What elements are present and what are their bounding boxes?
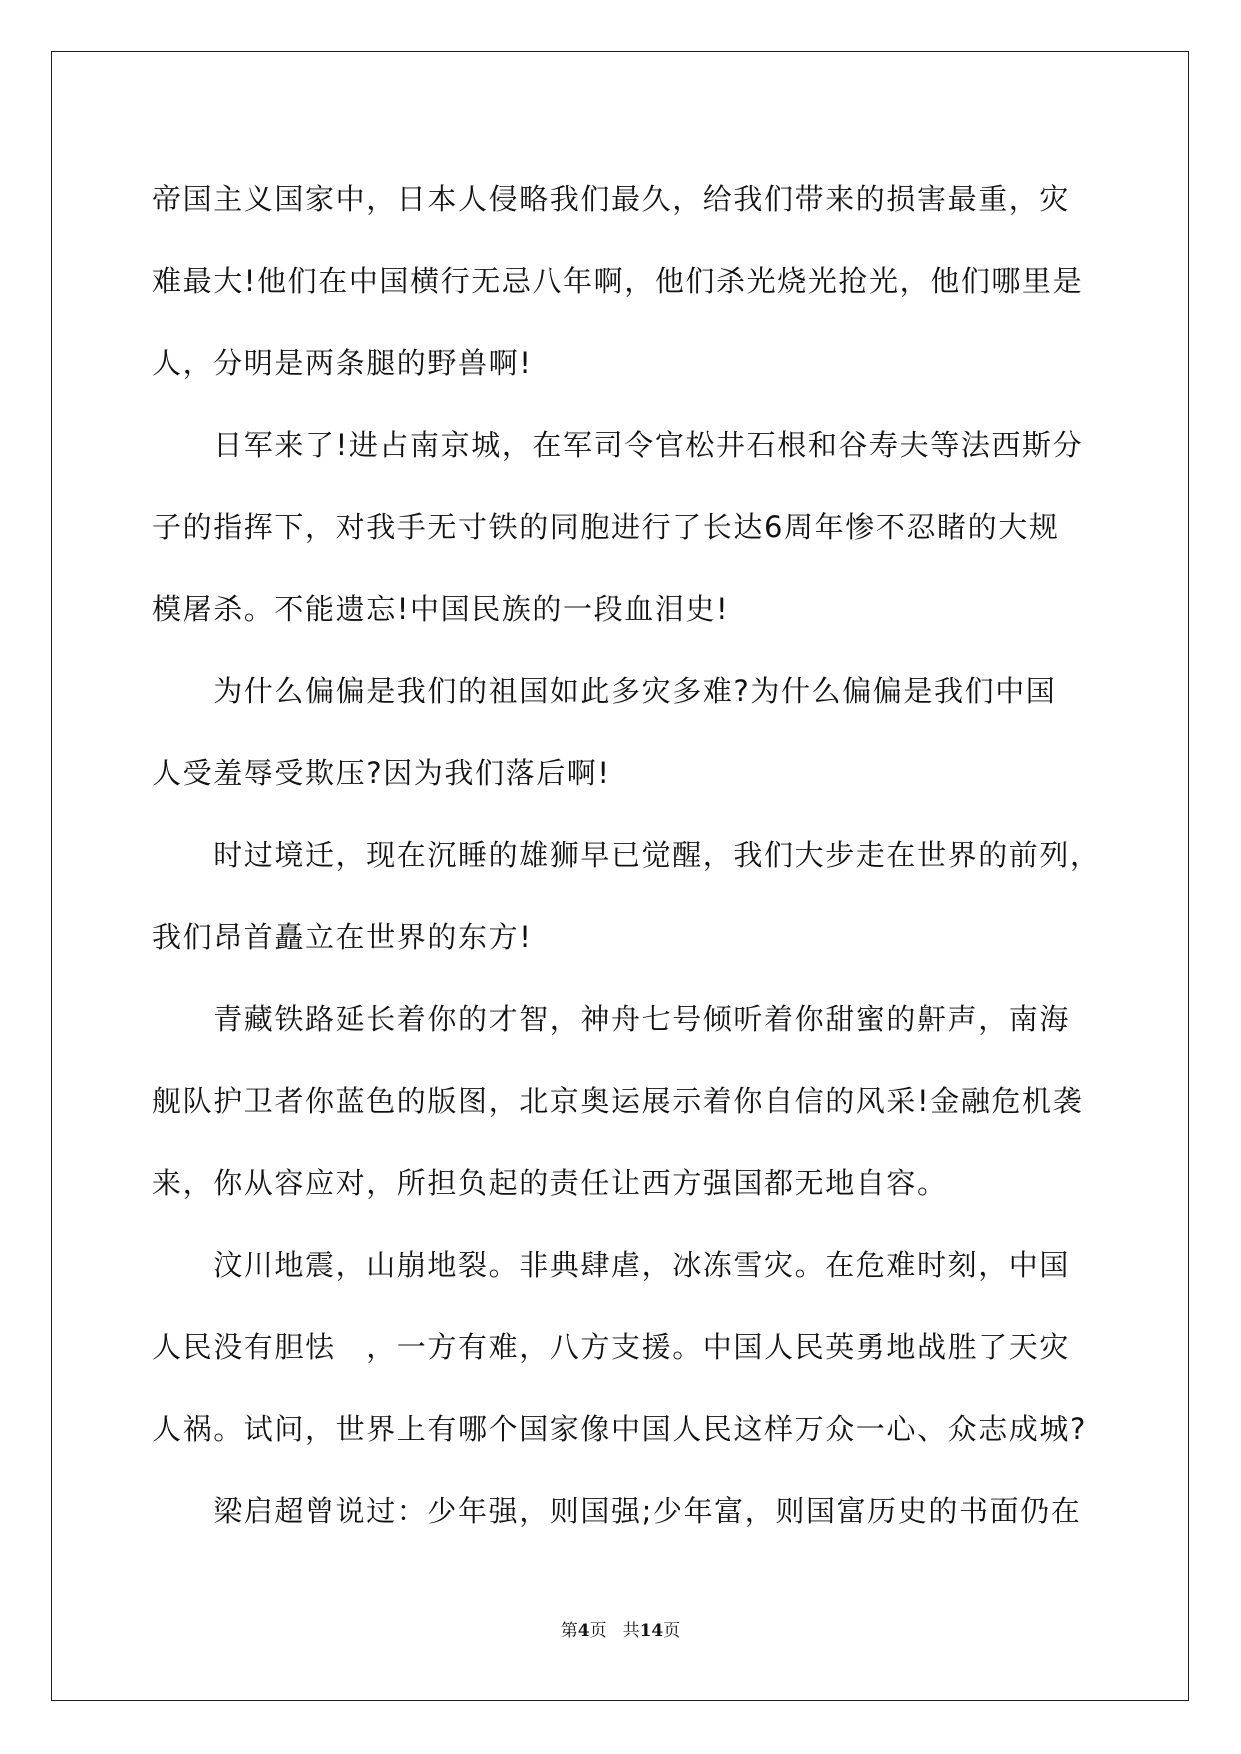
text-line: 模屠杀。不能遗忘!中国民族的一段血泪史! (152, 592, 730, 626)
total-unit: 页 (663, 1621, 681, 1641)
page-footer (0, 1616, 1241, 1641)
text-line: 青藏铁路延长着你的才智，神舟七号倾听着你甜蜜的鼾声，南海 (152, 1002, 1071, 1036)
current-page-number: 4 (577, 1621, 590, 1641)
text-line: 帝国主义国家中，日本人侵略我们最久，给我们带来的损害最重，灾 (152, 182, 1071, 216)
text-line: 汶川地震，山崩地裂。非典肆虐，冰冻雪灾。在危难时刻，中国 (152, 1248, 1071, 1282)
text-line: 为什么偏偏是我们的祖国如此多灾多难?为什么偏偏是我们中国 (152, 674, 1057, 708)
text-line: 日军来了!进占南京城，在军司令官松井石根和谷寿夫等法西斯分 (152, 428, 1084, 462)
text-line: 人，分明是两条腿的野兽啊! (152, 346, 533, 380)
page-unit: 页 (589, 1621, 607, 1641)
text-line: 人祸。试问，世界上有哪个国家像中国人民这样万众一心、众志成城? (152, 1412, 1087, 1446)
body-text (152, 158, 1101, 1552)
text-line: 舰队护卫者你蓝色的版图，北京奥运展示着你自信的风采!金融危机袭 (152, 1084, 1084, 1118)
text-line: 难最大!他们在中国横行无忌八年啊，他们杀光烧光抢光，他们哪里是 (152, 264, 1084, 298)
text-line: 梁启超曾说过：少年强，则国强;少年富，则国富历史的书面仍在 (152, 1494, 1082, 1528)
page-prefix: 第 (560, 1621, 578, 1641)
text-line: 时过境迁，现在沉睡的雄狮早已觉醒，我们大步走在世界的前列， (152, 838, 1101, 872)
text-line: 我们昂首矗立在世界的东方! (152, 920, 533, 954)
text-line: 人受羞辱受欺压?因为我们落后啊! (152, 756, 611, 790)
text-line: 来，你从容应对，所担负起的责任让西方强国都无地自容。 (152, 1166, 948, 1200)
text-line: 子的指挥下，对我手无寸铁的同胞进行了长达6周年惨不忍睹的大规 (152, 510, 1060, 544)
total-prefix: 共 (622, 1621, 640, 1641)
text-line: 人民没有胆怯 ，一方有难，八方支援。中国人民英勇地战胜了天灾 (152, 1330, 1071, 1364)
total-page-count: 14 (639, 1621, 664, 1641)
